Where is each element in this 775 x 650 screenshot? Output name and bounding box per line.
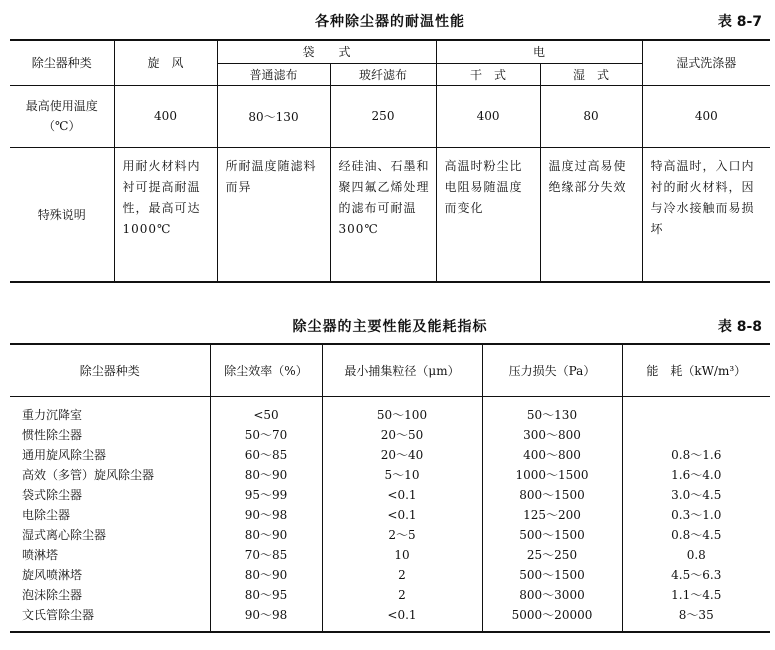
note-bag-normal: 所耐温度随滤料而异 (217, 147, 330, 282)
table-8-8-caption (10, 316, 770, 340)
table-row (10, 585, 770, 605)
cell-pressure-loss: 800～3000 (482, 585, 622, 605)
cell-type: 重力沉降室 (10, 397, 210, 426)
cell-type: 袋式除尘器 (10, 485, 210, 505)
header-energy-consumption: 能 耗（kW/m³） (622, 344, 770, 397)
cell-pressure-loss: 125～200 (482, 505, 622, 525)
cell-particle-size: <0.1 (322, 485, 482, 505)
table-row (10, 545, 770, 565)
header-min-particle-size: 最小捕集粒径（μm） (322, 344, 482, 397)
cell-energy: 0.8～1.6 (622, 445, 770, 465)
header-pressure-loss: 压力损失（Pa） (482, 344, 622, 397)
cell-pressure-loss: 5000～20000 (482, 605, 622, 632)
temp-bag-normal: 80～130 (217, 85, 330, 147)
cell-pressure-loss: 300～800 (482, 425, 622, 445)
cell-particle-size: 50～100 (322, 397, 482, 426)
cell-type: 电除尘器 (10, 505, 210, 525)
note-cyclone: 用耐火材料内衬可提高耐温性，最高可达1000℃ (114, 147, 217, 282)
cell-efficiency: <50 (210, 397, 322, 426)
cell-particle-size: <0.1 (322, 605, 482, 632)
cell-type: 旋风喷淋塔 (10, 565, 210, 585)
cell-pressure-loss: 25～250 (482, 545, 622, 565)
note-esp-dry: 高温时粉尘比电阻易随温度而变化 (436, 147, 540, 282)
cell-type: 喷淋塔 (10, 545, 210, 565)
table-row (10, 605, 770, 632)
cell-energy: 1.6～4.0 (622, 465, 770, 485)
cell-particle-size: 5～10 (322, 465, 482, 485)
cell-pressure-loss: 800～1500 (482, 485, 622, 505)
cell-efficiency: 80～90 (210, 465, 322, 485)
table-row (10, 505, 770, 525)
header-bag-normal-cloth: 普通滤布 (217, 63, 330, 85)
cell-efficiency: 95～99 (210, 485, 322, 505)
header-wet-scrubber: 湿式洗涤器 (642, 40, 770, 85)
cell-particle-size: 20～50 (322, 425, 482, 445)
table-row (10, 445, 770, 465)
cell-pressure-loss: 400～800 (482, 445, 622, 465)
table-row (10, 565, 770, 585)
temp-esp-wet: 80 (540, 85, 642, 147)
cell-efficiency: 60～85 (210, 445, 322, 465)
cell-energy: 8～35 (622, 605, 770, 632)
header-cyclone: 旋 风 (114, 40, 217, 85)
header-bag-filter: 袋 式 (217, 40, 436, 63)
table-8-8-title: 除尘器的主要性能及能耗指标 (292, 319, 488, 335)
cell-type: 湿式离心除尘器 (10, 525, 210, 545)
cell-efficiency: 80～90 (210, 565, 322, 585)
cell-particle-size: 2～5 (322, 525, 482, 545)
cell-energy: 0.3～1.0 (622, 505, 770, 525)
table-8-7-number: 表 8-7 (717, 14, 762, 30)
max-temp-unit: （℃） (43, 119, 81, 133)
cell-type: 通用旋风除尘器 (10, 445, 210, 465)
cell-pressure-loss: 50～130 (482, 397, 622, 426)
table-8-7-caption (10, 11, 770, 35)
cell-efficiency: 80～90 (210, 525, 322, 545)
header-dust-collector-type: 除尘器种类 (10, 40, 114, 85)
cell-efficiency: 90～98 (210, 605, 322, 632)
cell-pressure-loss: 500～1500 (482, 525, 622, 545)
table-8-7-title: 各种除尘器的耐温性能 (315, 14, 465, 30)
temp-cyclone: 400 (114, 85, 217, 147)
cell-energy: 1.1～4.5 (622, 585, 770, 605)
cell-energy: 3.0～4.5 (622, 485, 770, 505)
header-electrostatic: 电 (436, 40, 642, 63)
cell-particle-size: 2 (322, 585, 482, 605)
cell-efficiency: 90～98 (210, 505, 322, 525)
cell-particle-size: 2 (322, 565, 482, 585)
cell-efficiency: 50～70 (210, 425, 322, 445)
header-esp-wet: 湿 式 (540, 63, 642, 85)
table-row (10, 425, 770, 445)
cell-particle-size: 20～40 (322, 445, 482, 465)
temp-esp-dry: 400 (436, 85, 540, 147)
note-bag-glass: 经硅油、石墨和聚四氟乙烯处理的滤布可耐温300℃ (330, 147, 436, 282)
cell-energy (622, 397, 770, 426)
header-collector-type: 除尘器种类 (10, 344, 210, 397)
note-esp-wet: 温度过高易使绝缘部分失效 (540, 147, 642, 282)
cell-pressure-loss: 1000～1500 (482, 465, 622, 485)
cell-type: 惯性除尘器 (10, 425, 210, 445)
note-wet-scrubber: 特高温时，入口内衬的耐火材料，因与冷水接触而易损坏 (642, 147, 770, 282)
temp-bag-glass: 250 (330, 85, 436, 147)
cell-efficiency: 70～85 (210, 545, 322, 565)
cell-pressure-loss: 500～1500 (482, 565, 622, 585)
cell-particle-size: <0.1 (322, 505, 482, 525)
table-row (10, 397, 770, 426)
header-esp-dry: 干 式 (436, 63, 540, 85)
cell-energy: 0.8～4.5 (622, 525, 770, 545)
cell-efficiency: 80～95 (210, 585, 322, 605)
header-efficiency: 除尘效率（%） (210, 344, 322, 397)
table-row (10, 465, 770, 485)
table-row (10, 485, 770, 505)
row-label-special-notes: 特殊说明 (10, 147, 114, 282)
table-row (10, 525, 770, 545)
cell-type: 文氏管除尘器 (10, 605, 210, 632)
cell-type: 泡沫除尘器 (10, 585, 210, 605)
cell-energy (622, 425, 770, 445)
cell-type: 高效（多管）旋风除尘器 (10, 465, 210, 485)
max-temp-label: 最高使用温度 (25, 99, 98, 113)
table-8-7 (10, 39, 770, 283)
cell-energy: 0.8 (622, 545, 770, 565)
header-bag-glass-fiber: 玻纤滤布 (330, 63, 436, 85)
table-8-8 (10, 343, 770, 633)
cell-particle-size: 10 (322, 545, 482, 565)
cell-energy: 4.5～6.3 (622, 565, 770, 585)
temp-wet-scrubber: 400 (642, 85, 770, 147)
row-label-max-temperature (10, 85, 114, 147)
table-8-8-number: 表 8-8 (717, 319, 762, 335)
